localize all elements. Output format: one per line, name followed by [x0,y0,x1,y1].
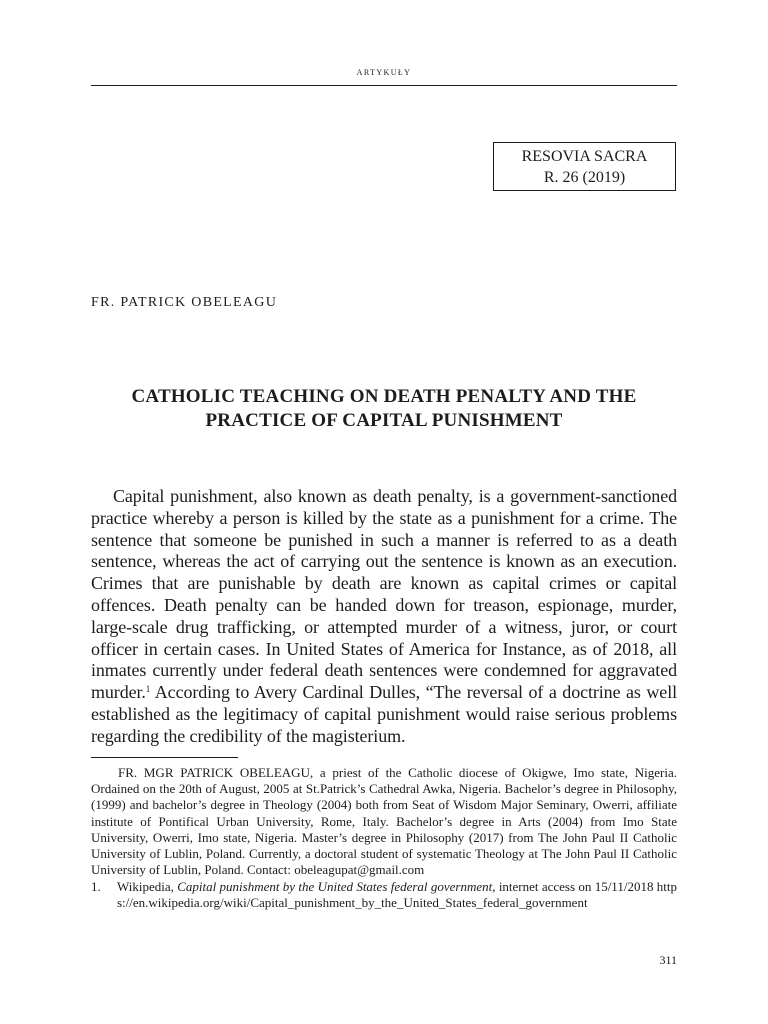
journal-info-box [493,142,676,191]
author-footnote: FR. MGR PATRICK OBELEAGU, a priest of the Catholic diocese of Okigwe, Imo state, Nigeria. Ordained on the 20th of August, 2005 at St.Patrick’s Cathedral Awka, Nigeria. Bachelor’s degree in Philosophy,(1999) and bachelor’s degree in Theology (2004) both from Seat of Wisdom Major Seminary, Owerri, affiliate institute of Pontifical Urban University, Rome, Italy. Bachelor’s degree in Arts (2004) from Imo State University, Owerri, Imo state, Nigeria. Master’s degree in Philosophy (2017) from The John Paul II Catholic University of Lublin, Poland. Currently, a doctoral student of systematic Theology at The John Paul II Catholic University of Lublin, Poland. Contact: obeleagupat@gmail.com [91,765,677,878]
footnote-reference[interactable]: 1 [145,684,151,695]
journal-name: RESOVIA SACRA [521,148,648,165]
footnote-1-rest[interactable]: , internet access on 15/11/2018 https://en.wikipedia.org/wiki/Capital_punishment_by_the_United_States_federal_government [117,879,677,911]
body-text-part-1: Capital punishment, also known as death penalty, is a government-sanctioned practice whereby a person is killed by the state as a punishment for a crime. The sentence that someone be punished in such a manner is referred to as a death sentence, whereas the act of carrying out the sentence is known as an execution. Crimes that are punishable by death are known as capital crimes or capital offences. Death penalty can be handed down for treason, espionage, murder, large-scale drug trafficking, or attempted murder of a witness, juror, or court officer in certain cases. In United States of America for Instance, as of 2018, all inmates currently under federal death sentences were condemned for aggravated murder. [91,486,677,703]
running-head: artykuły [356,66,412,78]
footnote-1-body [117,879,677,911]
header-rule [91,85,677,86]
footnote-1-title: Capital punishment by the United States federal government [177,879,493,894]
body-text-part-2: According to Avery Cardinal Dulles, “The reversal of a doctrine as well established as the legitimacy of capital punishment would raise serious problems regarding the credibility of the magisterium. [91,682,677,746]
footnote-1-source: Wikipedia, [117,879,178,894]
page-number: 311 [659,953,677,967]
article-title [91,385,677,433]
footnote-1-number: 1. [91,879,101,894]
journal-volume: R. 26 (2019) [543,169,626,186]
body-paragraph [91,486,677,748]
footnote-1 [91,879,677,911]
title-line-2: PRACTICE OF CAPITAL PUNISHMENT [205,410,563,431]
title-line-1: CATHOLIC TEACHING ON DEATH PENALTY AND THE [131,386,637,407]
footnote-separator [91,757,238,758]
article-author: FR. PATRICK OBELEAGU [91,295,278,310]
